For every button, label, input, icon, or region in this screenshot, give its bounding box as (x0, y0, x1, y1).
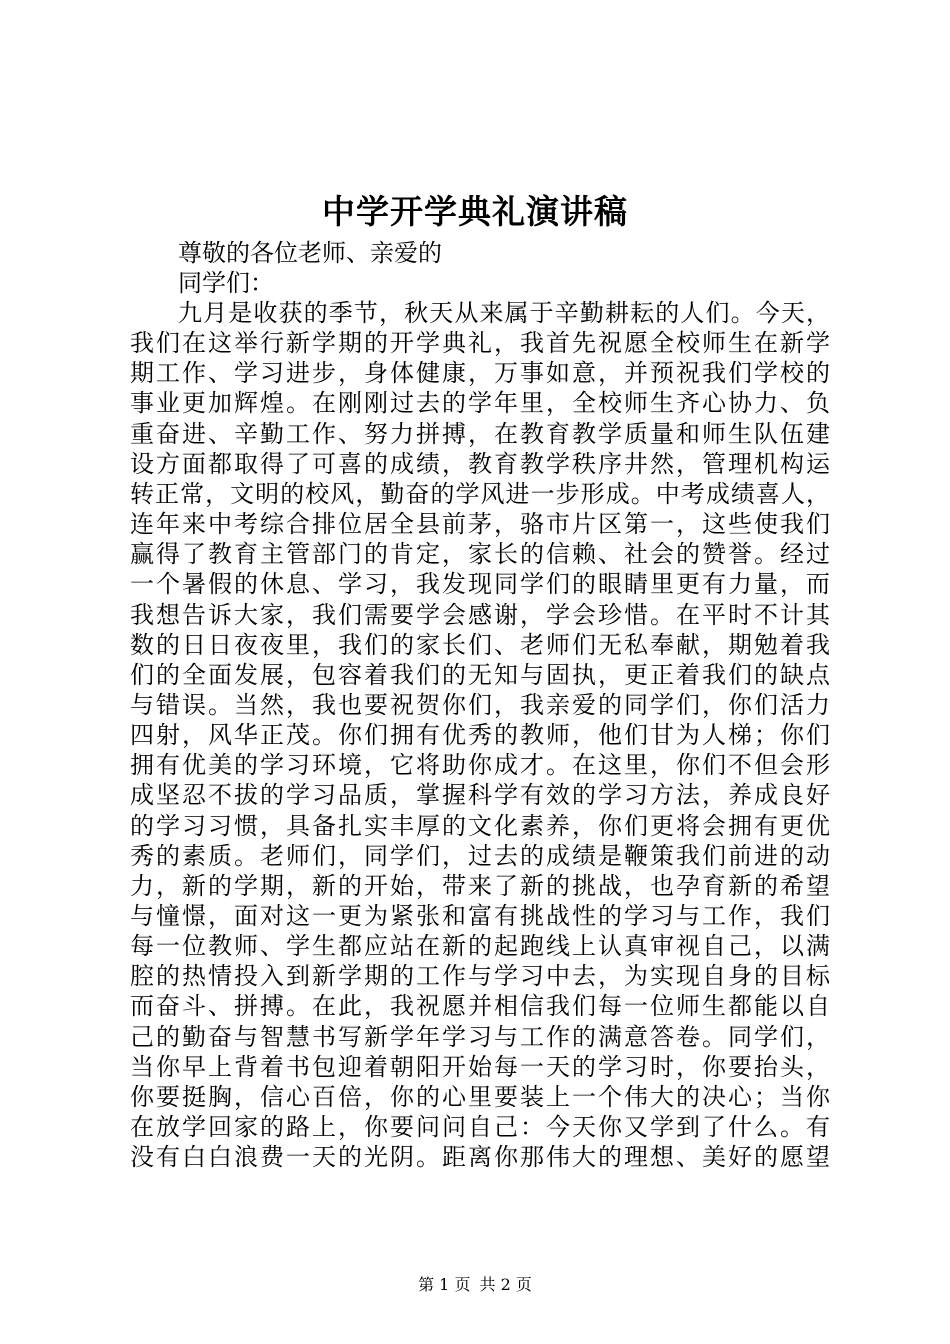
body-line: 期工作、学习进步，身体健康，万事如意，并预祝我们学校的 (130, 359, 830, 387)
body-line: 在放学回家的路上，你要问问自己：今天你又学到了什么。有 (130, 1113, 830, 1141)
body-line: 你要挺胸，信心百倍，你的心里要装上一个伟大的决心；当你 (130, 1083, 830, 1111)
document-title: 中学开学典礼演讲稿 (322, 192, 628, 231)
body-line: 事业更加辉煌。在刚刚过去的学年里，全校师生齐心协力、负 (130, 389, 830, 417)
body-line: 拥有优美的学习环境，它将助你成才。在这里，你们不但会形 (130, 751, 830, 779)
body-line: 们的全面发展，包容着我们的无知与固执，更正着我们的缺点 (130, 661, 830, 689)
body-line: 当你早上背着书包迎着朝阳开始每一天的学习时，你要抬头， (130, 1053, 830, 1081)
body-line: 与憧憬，面对这一更为紧张和富有挑战性的学习与工作，我们 (130, 902, 830, 930)
body-line: 每一位教师、学生都应站在新的起跑线上认真审视自己，以满 (130, 932, 830, 960)
greeting-line: 同学们： (178, 269, 274, 297)
body-line: 的学习习惯，具备扎实丰厚的文化素养，你们更将会拥有更优 (130, 812, 830, 840)
body-line: 重奋进、辛勤工作、努力拼搏，在教育教学质量和师生队伍建 (130, 420, 830, 448)
greeting-line: 尊敬的各位老师、亲爱的 (178, 239, 442, 267)
body-line: 连年来中考综合排位居全县前茅，骆市片区第一，这些使我们 (130, 510, 830, 538)
body-line: 与错误。当然，我也要祝贺你们，我亲爱的同学们，你们活力 (130, 691, 830, 719)
body-line: 我想告诉大家，我们需要学会感谢，学会珍惜。在平时不计其 (130, 601, 830, 629)
body-line: 转正常，文明的校风，勤奋的学风进一步形成。中考成绩喜人， (130, 480, 830, 508)
body-line: 我们在这举行新学期的开学典礼，我首先祝愿全校师生在新学 (130, 329, 830, 357)
body-line: 赢得了教育主管部门的肯定，家长的信赖、社会的赞誉。经过 (130, 540, 830, 568)
body-line: 成坚忍不拔的学习品质，掌握科学有效的学习方法，养成良好 (130, 781, 830, 809)
body-line: 没有白白浪费一天的光阴。距离你那伟大的理想、美好的愿望 (130, 1143, 830, 1171)
body-line: 数的日日夜夜里，我们的家长们、老师们无私奉献，期勉着我 (130, 631, 830, 659)
body-line: 腔的热情投入到新学期的工作与学习中去，为实现自身的目标 (130, 962, 830, 990)
body-line: 一个暑假的休息、学习，我发现同学们的眼睛里更有力量，而 (130, 570, 830, 598)
body-line: 九月是收获的季节，秋天从来属于辛勤耕耘的人们。今天， (178, 299, 832, 327)
body-line: 秀的素质。老师们，同学们，过去的成绩是鞭策我们前进的动 (130, 842, 830, 870)
body-line: 设方面都取得了可喜的成绩，教育教学秩序井然，管理机构运 (130, 450, 830, 478)
body-line: 力，新的学期，新的开始，带来了新的挑战，也孕育新的希望 (130, 872, 830, 900)
body-line: 己的勤奋与智慧书写新学年学习与工作的满意答卷。同学们， (130, 1023, 830, 1051)
body-line: 而奋斗、拼搏。在此，我祝愿并相信我们每一位师生都能以自 (130, 992, 830, 1020)
page-number: 第 1 页 (418, 1275, 471, 1294)
page-total: 共 2 页 (479, 1275, 532, 1294)
page-footer (0, 1272, 950, 1295)
body-line: 四射，风华正茂。你们拥有优秀的教师，他们甘为人梯；你们 (130, 721, 830, 749)
